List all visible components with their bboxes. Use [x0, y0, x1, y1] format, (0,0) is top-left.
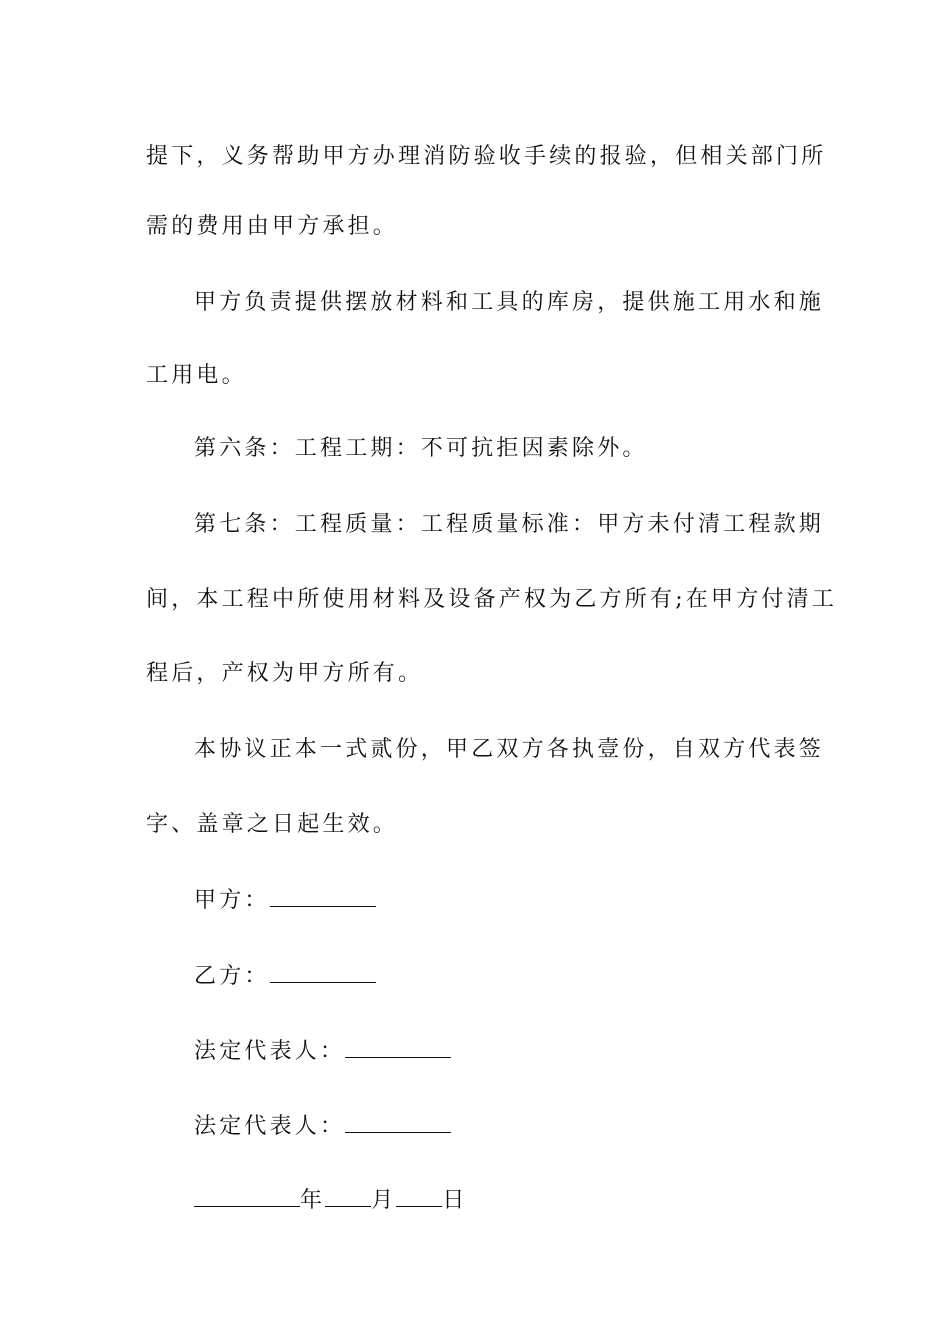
party-a-blank	[270, 884, 376, 907]
legal-rep-2-label: 法定代表人：	[194, 1114, 346, 1139]
legal-rep-1-signature-line	[194, 1035, 874, 1067]
paragraph-line: 甲方负责提供摆放材料和工具的库房，提供施工用水和施	[194, 290, 825, 315]
article-seven: 第七条：工程质量：工程质量标准：甲方未付清工程款期	[194, 512, 825, 537]
legal-rep-2-blank	[345, 1110, 451, 1133]
party-b-label: 乙方：	[194, 964, 270, 989]
month-blank	[325, 1184, 371, 1207]
paragraph-line: 间，本工程中所使用材料及设备产权为乙方所有;在甲方付清工	[146, 587, 838, 612]
paragraph-line: 本协议正本一式贰份，甲乙双方各执壹份，自双方代表签	[194, 737, 825, 762]
party-a-signature-line	[194, 884, 874, 916]
paragraph-line: 提下，义务帮助甲方办理消防验收手续的报验，但相关部门所	[146, 144, 827, 169]
paragraph-line: 需的费用由甲方承担。	[146, 214, 399, 239]
paragraph-line: 工用电。	[146, 363, 247, 388]
day-label: 日	[442, 1188, 468, 1213]
paragraph-line: 程后，产权为甲方所有。	[146, 661, 424, 686]
month-label: 月	[371, 1188, 397, 1213]
legal-rep-1-label: 法定代表人：	[194, 1039, 346, 1064]
article-six: 第六条：工程工期：不可抗拒因素除外。	[194, 436, 648, 461]
party-b-signature-line	[194, 960, 874, 992]
paragraph-line: 字、盖章之日起生效。	[146, 812, 399, 837]
legal-rep-1-blank	[345, 1035, 451, 1058]
party-b-blank	[270, 960, 376, 983]
year-label: 年	[300, 1188, 326, 1213]
party-a-label: 甲方：	[194, 888, 270, 913]
legal-rep-2-signature-line	[194, 1110, 874, 1142]
year-blank	[194, 1184, 300, 1207]
day-blank	[396, 1184, 442, 1207]
date-line	[194, 1184, 874, 1216]
